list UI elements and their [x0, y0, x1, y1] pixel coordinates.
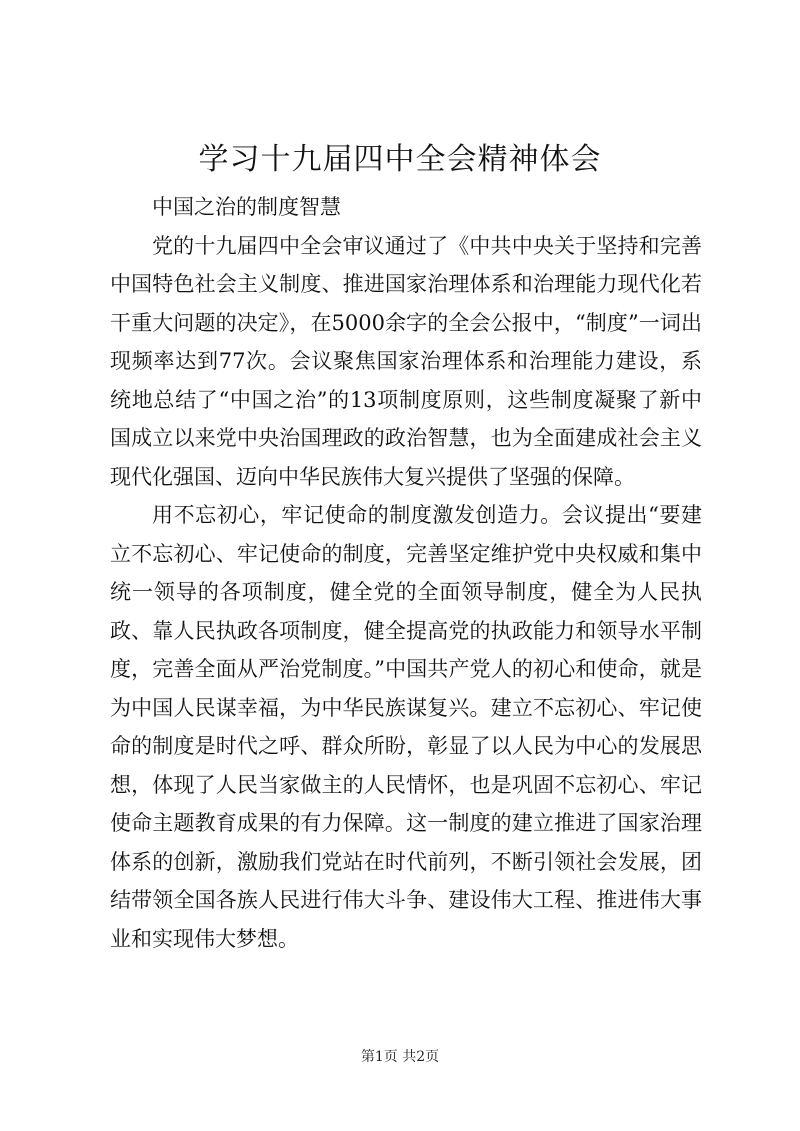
- page-number-footer: 第1页 共2页: [360, 1049, 440, 1065]
- paragraph-intro: 党的十九届四中全会审议通过了《中共中央关于坚持和完善中国特色社会主义制度、推进国家治理体系和治理能力现代化若干重大问题的决定》，在5000余字的全会公报中，“制度”一词出现频率达到77次。会议聚焦国家治理体系和治理能力建设，系统地总结了“中国之治”的13项制度原则，这些制度凝聚了新中国成立以来党中央治国理政的政治智慧，也为全面建成社会主义现代化强国、迈向中华民族伟大复兴提供了坚强的保障。: [110, 233, 702, 489]
- paragraph-subtitle: 中国之治的制度智慧: [152, 195, 341, 219]
- document-title: 学习十九届四中全会精神体会: [198, 142, 602, 177]
- document-body: [110, 188, 702, 958]
- paragraph-initial-mission: 用不忘初心，牢记使命的制度激发创造力。会议提出“要建立不忘初心、牢记使命的制度，完善坚定维护党中央权威和集中统一领导的各项制度，健全党的全面领导制度，健全为人民执政、靠人民执政各项制度，健全提高党的执政能力和领导水平制度，完善全面从严治党制度。”中国共产党人的初心和使命，就是为中国人民谋幸福，为中华民族谋复兴。建立不忘初心、牢记使命的制度是时代之呼、群众所盼，彰显了以人民为中心的发展思想，体现了人民当家做主的人民情怀，也是巩固不忘初心、牢记使命主题教育成果的有力保障。这一制度的建立推进了国家治理体系的创新，激励我们党站在时代前列，不断引领社会发展，团结带领全国各族人民进行伟大斗争、建设伟大工程、推进伟大事业和实现伟大梦想。: [110, 503, 702, 951]
